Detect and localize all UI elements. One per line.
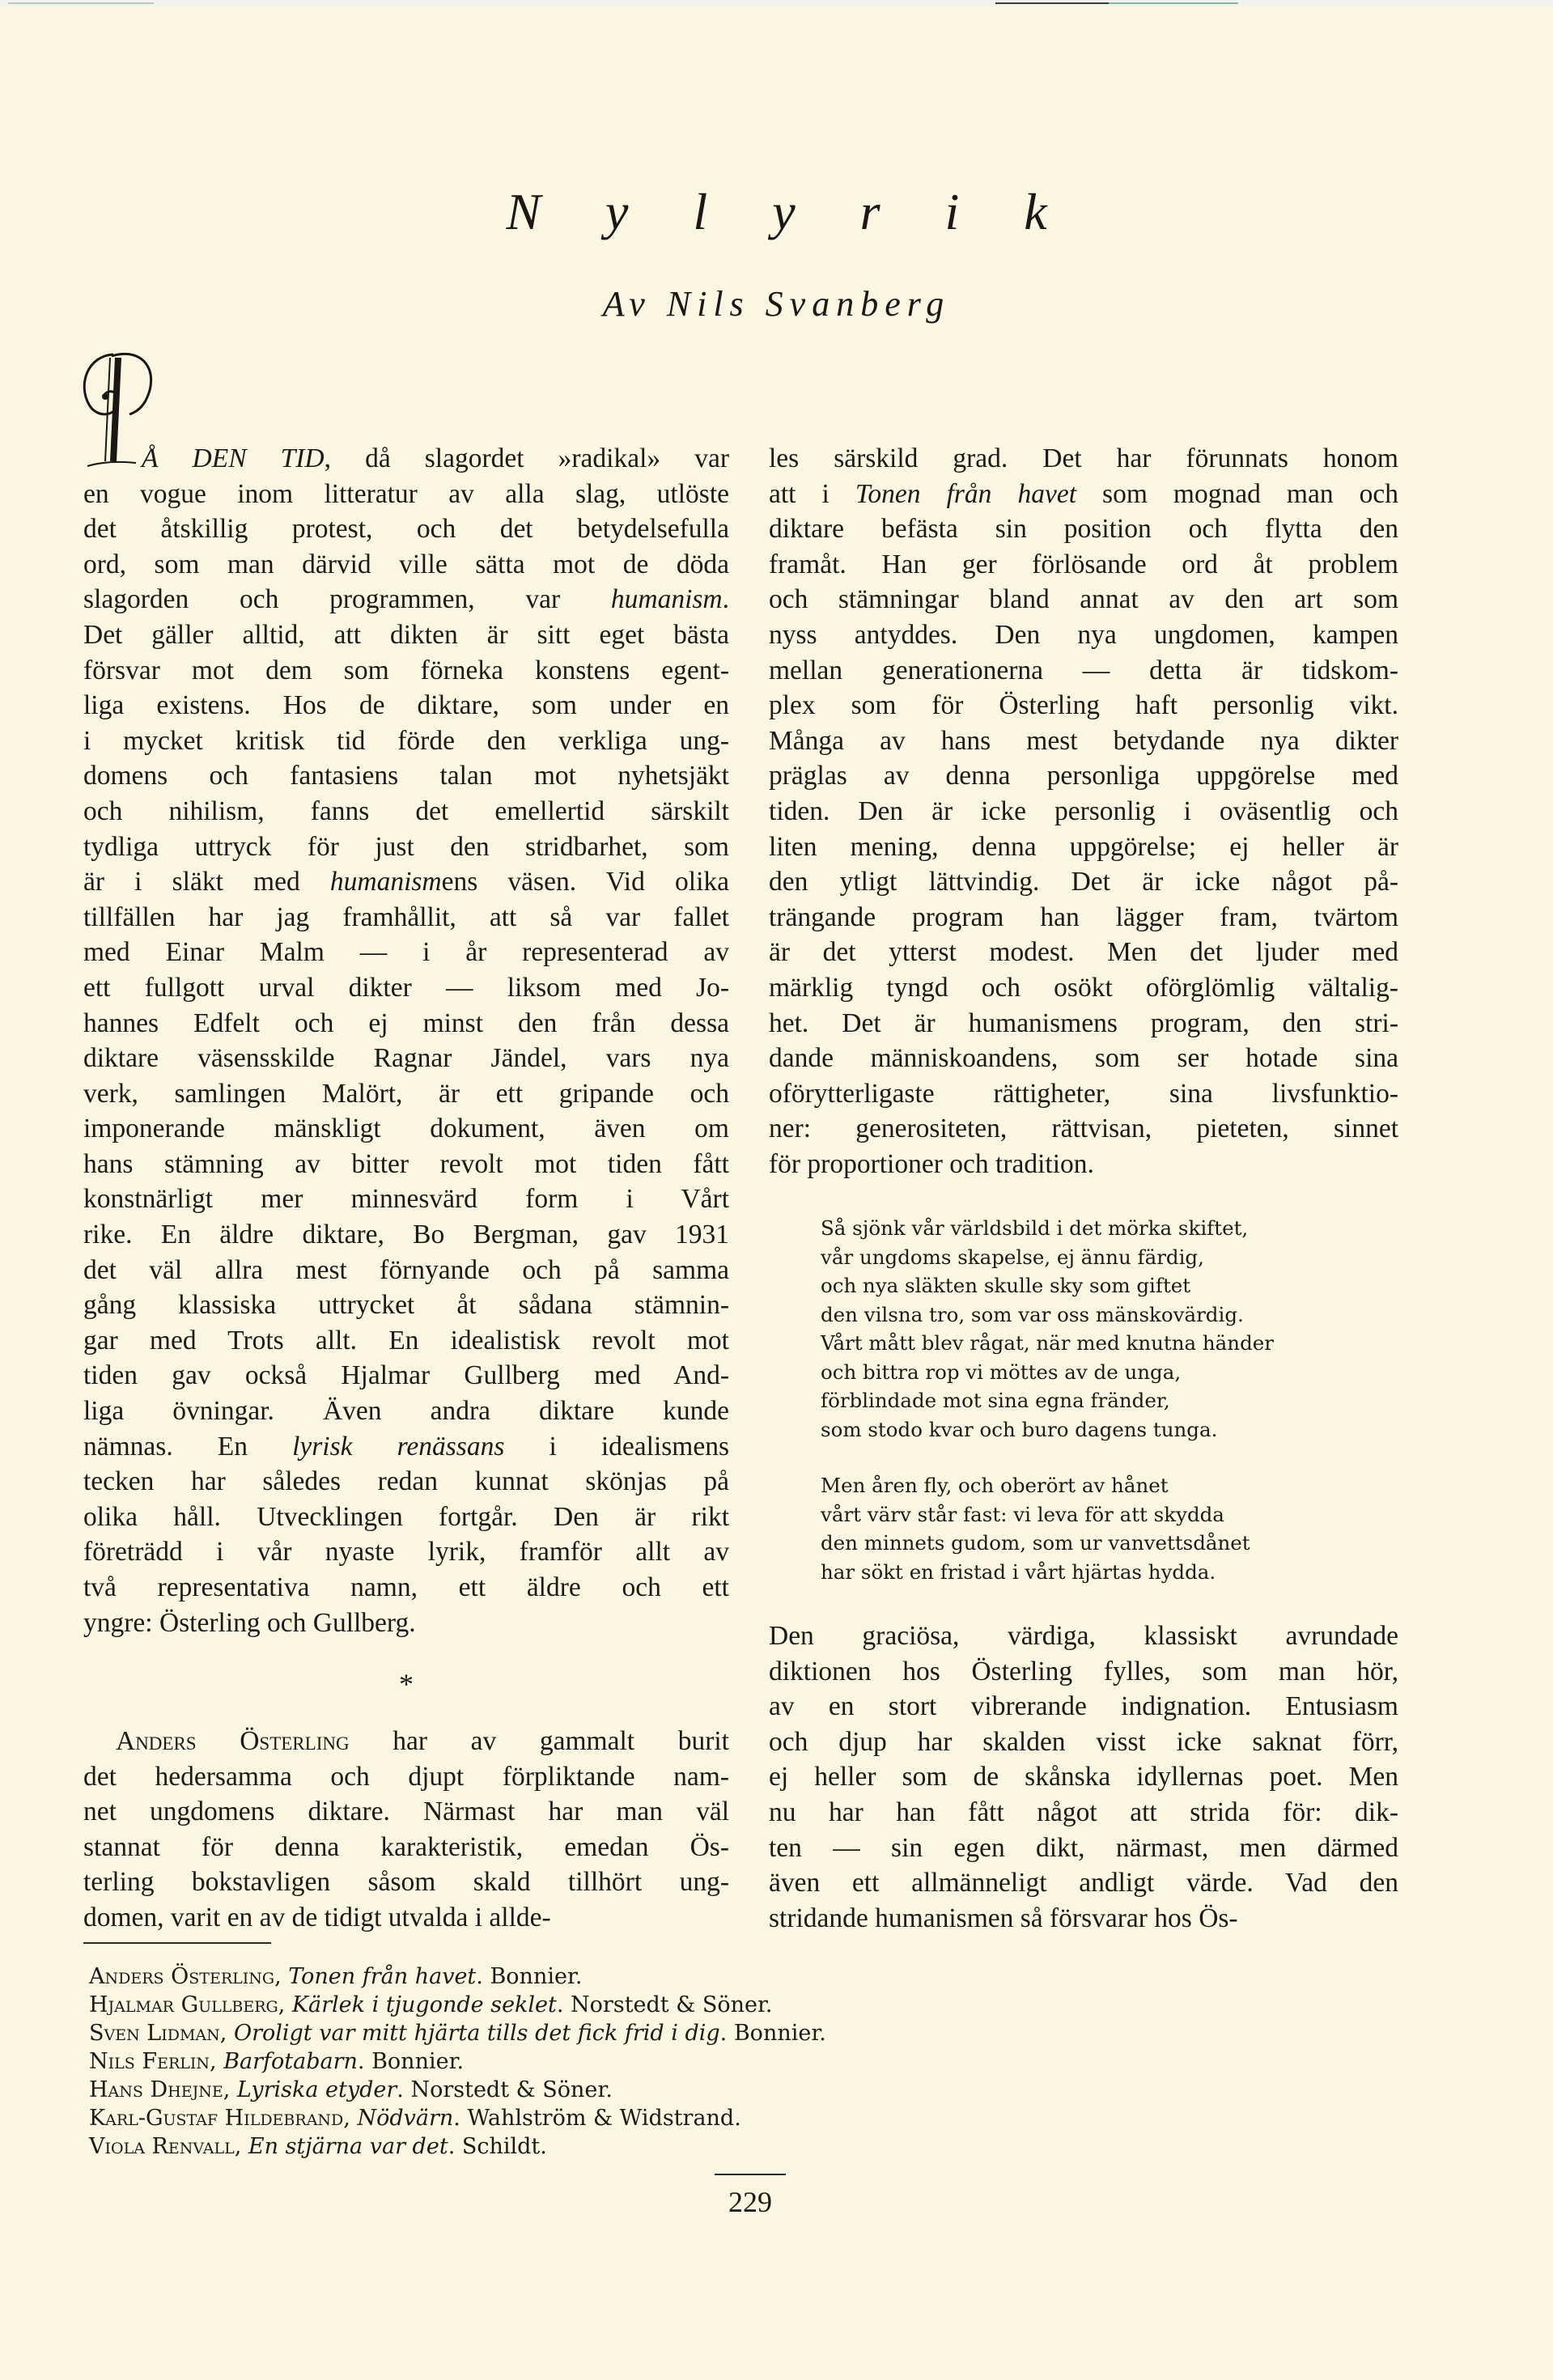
page-number-rule bbox=[715, 2174, 786, 2175]
reference-publisher: Bonnier. bbox=[490, 1964, 583, 1989]
body-line: les särskild grad. Det har förunnats honom bbox=[769, 443, 1398, 473]
reference-item: Anders Österling, Tonen från havet. Bonnier. bbox=[89, 1964, 583, 1989]
italic-text: Å DEN TID bbox=[142, 443, 325, 473]
body-line: är i släkt med humanismens väsen. Vid olika bbox=[83, 867, 730, 897]
body-line: Många av hans mest betydande nya dikter bbox=[769, 725, 1398, 756]
right-column-paragraph-2 bbox=[769, 1618, 1398, 1936]
body-line: nämnas. En lyrisk renässans i idealismens bbox=[83, 1431, 730, 1462]
italic-text: humanism bbox=[610, 584, 723, 615]
body-line: tiden gav också Hjalmar Gullberg med And- bbox=[83, 1360, 729, 1391]
poem-stanza-1 bbox=[821, 1214, 1274, 1444]
reference-item: Karl-Gustaf Hildebrand, Nödvärn. Wahlström & Widstrand. bbox=[89, 2106, 741, 2131]
body-line: Anders Österling har av gammalt burit bbox=[116, 1726, 729, 1756]
body-line: dande människoandens, som ser hotade sina bbox=[769, 1043, 1398, 1074]
body-line: försvar mot dem som förneka konstens egent- bbox=[83, 655, 729, 685]
body-line: tillfällen har jag framhållit, att så var fallet bbox=[83, 902, 729, 932]
body-line: och stämningar bland annat av den art som bbox=[769, 584, 1398, 615]
poem-line: vår ungdoms skapelse, ej ännu färdig, bbox=[821, 1245, 1204, 1269]
reference-title: Nödvärn bbox=[357, 2106, 454, 2131]
reference-publisher: Norstedt & Söner. bbox=[410, 2077, 613, 2102]
body-line: gar med Trots allt. En idealistisk revolt mot bbox=[83, 1325, 729, 1355]
body-line: Det gäller alltid, att dikten är sitt eget bästa bbox=[83, 619, 729, 650]
body-line: domens och fantasiens talan mot nyhetsjäkt bbox=[83, 761, 729, 791]
reference-author: Viola Renvall bbox=[89, 2134, 235, 2159]
body-line: med Einar Malm — i år representerad av bbox=[83, 937, 729, 968]
reference-author: Hans Dhejne bbox=[89, 2077, 223, 2102]
poem-line: Vårt mått blev rågat, när med knutna händer bbox=[821, 1331, 1274, 1355]
body-line: det väl allra mest förnyande och på samma bbox=[83, 1254, 729, 1285]
body-line: domen, varit en av de tidigt utvalda i allde- bbox=[83, 1902, 551, 1932]
reference-publisher: Wahlström & Widstrand. bbox=[467, 2106, 741, 2131]
poem-line: har sökt en fristad i vårt hjärtas hydda. bbox=[821, 1559, 1216, 1584]
body-line: mellan generationerna — detta är tidskom- bbox=[769, 655, 1398, 685]
body-line: rike. En äldre diktare, Bo Bergman, gav 1931 bbox=[83, 1220, 729, 1250]
body-line: plex som för Österling haft personlig vikt. bbox=[769, 690, 1398, 721]
reference-title: Oroligt var mitt hjärta tills det fick frid i dig bbox=[233, 2021, 720, 2046]
body-line: liga existens. Hos de diktare, som under en bbox=[83, 690, 729, 721]
right-column-paragraph-1 bbox=[769, 441, 1398, 1182]
article-byline: Av Nils Svanberg bbox=[602, 284, 951, 324]
body-line: ner: generositeten, rättvisan, pieteten, sinnet bbox=[769, 1114, 1398, 1144]
body-line: stridande humanismen så försvarar hos Ös- bbox=[769, 1903, 1238, 1933]
body-line: verk, samlingen Malört, är ett gripande och bbox=[83, 1078, 729, 1109]
italic-text: humanism bbox=[329, 867, 442, 897]
body-line: olika håll. Utvecklingen fortgår. Den är rikt bbox=[83, 1501, 729, 1532]
reference-item: Hjalmar Gullberg, Kärlek i tjugonde seklet. Norstedt & Söner. bbox=[89, 1992, 773, 2017]
body-line: konstnärligt mer minnesvärd form i Vårt bbox=[83, 1184, 729, 1215]
reference-item: Hans Dhejne, Lyriska etyder. Norstedt & Söner. bbox=[89, 2077, 613, 2102]
body-line: det hedersamma och djupt förpliktande nam- bbox=[83, 1761, 729, 1792]
poem-line: som stodo kvar och buro dagens tunga. bbox=[821, 1417, 1218, 1441]
scan-top-edge bbox=[0, 0, 1553, 6]
footnote-divider bbox=[83, 1942, 271, 1944]
section-divider: * bbox=[399, 1668, 414, 1700]
reference-author: Karl-Gustaf Hildebrand bbox=[89, 2106, 344, 2131]
body-line: terling bokstavligen såsom skald tillhört ung- bbox=[83, 1867, 729, 1898]
body-line: för proportioner och tradition. bbox=[769, 1148, 1094, 1179]
body-line: ej heller som de skånska idyllernas poet. Men bbox=[769, 1762, 1398, 1792]
poem-line: Så sjönk vår världsbild i det mörka skiftet, bbox=[821, 1216, 1249, 1240]
reference-publisher: Norstedt & Söner. bbox=[571, 1992, 773, 2017]
body-line: diktionen hos Österling fylles, som man hör, bbox=[769, 1656, 1398, 1686]
body-line: liten mening, denna uppgörelse; ej heller är bbox=[769, 831, 1398, 862]
body-line: är det ytterst modest. Men det ljuder med bbox=[769, 937, 1398, 968]
body-line: ord, som man därvid ville sätta mot de döda bbox=[83, 549, 729, 579]
italic-text: lyrisk renässans bbox=[292, 1431, 505, 1462]
reference-author: Sven Lidman bbox=[89, 2021, 220, 2046]
body-line: het. Det är humanismens program, den stri- bbox=[769, 1008, 1398, 1038]
poem-line: Men åren fly, och oberört av hånet bbox=[821, 1474, 1169, 1497]
body-line: diktare befästa sin position och flytta den bbox=[769, 514, 1398, 545]
body-line: tecken har således redan kunnat skönjas på bbox=[83, 1466, 729, 1497]
poem-line: den vilsna tro, som var oss mänskovärdig. bbox=[821, 1302, 1244, 1326]
body-line: gång klassiska uttrycket åt sådana stämnin- bbox=[83, 1290, 729, 1321]
reference-title: Kärlek i tjugonde seklet bbox=[291, 1992, 557, 2017]
body-line: diktare väsensskilde Ragnar Jändel, vars nya bbox=[83, 1043, 729, 1074]
reference-title: Tonen från havet bbox=[288, 1964, 477, 1989]
reference-publisher: Bonnier. bbox=[371, 2049, 465, 2074]
scan-artifact bbox=[995, 2, 1109, 4]
body-line: ett fullgott urval dikter — liksom med Jo- bbox=[83, 972, 729, 1003]
scan-artifact bbox=[1109, 2, 1238, 4]
reference-author: Hjalmar Gullberg bbox=[89, 1992, 278, 2017]
body-line: en vogue inom litteratur av alla slag, utlöste bbox=[83, 478, 729, 509]
body-line: och djup har skalden visst icke saknat förr, bbox=[769, 1726, 1398, 1757]
body-line: trängande program han lägger fram, tvärtom bbox=[769, 902, 1398, 932]
body-line: märklig tyngd och osökt oförglömlig vältalig- bbox=[769, 972, 1398, 1003]
body-line: två representativa namn, ett äldre och ett bbox=[83, 1572, 729, 1602]
body-line: och nihilism, fanns det emellertid särskilt bbox=[83, 795, 729, 826]
reference-author: Anders Österling bbox=[89, 1964, 275, 1989]
body-line: att i Tonen från havet som mognad man och bbox=[769, 478, 1398, 509]
reference-title: Lyriska etyder bbox=[236, 2077, 397, 2102]
body-line: nyss antyddes. Den nya ungdomen, kampen bbox=[769, 619, 1398, 650]
author-name: Anders Österling bbox=[116, 1726, 350, 1756]
body-line: i mycket kritisk tid förde den verkliga ung- bbox=[83, 725, 729, 756]
reference-item: Nils Ferlin, Barfotabarn. Bonnier. bbox=[89, 2049, 465, 2074]
body-line: framåt. Han ger förlösande ord åt problem bbox=[769, 549, 1398, 579]
body-line: yngre: Österling och Gullberg. bbox=[83, 1607, 416, 1638]
body-line: tydliga uttryck för just den stridbarhet, som bbox=[83, 831, 729, 862]
body-line: Den graciösa, värdiga, klassiskt avrundade bbox=[769, 1621, 1398, 1651]
body-line: oförytterligaste rättigheter, sina livsfunktio- bbox=[769, 1078, 1398, 1109]
scan-artifact bbox=[8, 2, 154, 4]
body-line: av en stort vibrerande indignation. Entusiasm bbox=[769, 1691, 1398, 1722]
reference-list bbox=[89, 1962, 826, 2161]
left-column-paragraph-1 bbox=[83, 441, 729, 1640]
body-line: liga övningar. Även andra diktare kunde bbox=[83, 1396, 729, 1427]
body-line: präglas av denna personliga uppgörelse med bbox=[769, 761, 1398, 791]
italic-text: Tonen från havet bbox=[855, 478, 1077, 509]
body-line: slagorden och programmen, var humanism. bbox=[83, 584, 729, 615]
poem-line: och nya släkten skulle sky som giftet bbox=[821, 1274, 1191, 1297]
page-number: 229 bbox=[728, 2186, 772, 2218]
body-line: ten — sin egen dikt, närmast, men därmed bbox=[769, 1832, 1398, 1863]
poem-line: vårt värv står fast: vi leva för att skydda bbox=[821, 1502, 1224, 1526]
reference-item: Viola Renvall, En stjärna var det. Schildt. bbox=[89, 2134, 547, 2159]
poem-line: den minnets gudom, som ur vanvettsdånet bbox=[821, 1531, 1250, 1555]
body-line: den ytligt lättvindig. Det är icke något på- bbox=[769, 867, 1398, 897]
body-line: Å DEN TID, då slagordet »radikal» var bbox=[142, 443, 729, 473]
article-title: N y l y r i k bbox=[506, 183, 1073, 240]
reference-author: Nils Ferlin bbox=[89, 2049, 210, 2074]
body-line: imponerande mänskligt dokument, även om bbox=[83, 1114, 729, 1144]
reference-title: Barfotabarn bbox=[223, 2049, 358, 2074]
body-line: stannat för denna karakteristik, emedan Ös- bbox=[83, 1831, 729, 1862]
reference-publisher: Schildt. bbox=[461, 2134, 547, 2159]
body-line: tiden. Den är icke personlig i oväsentlig och bbox=[769, 795, 1398, 826]
left-column-paragraph-2 bbox=[83, 1724, 729, 1936]
poem-stanza-2 bbox=[821, 1471, 1250, 1586]
reference-title: En stjärna var det bbox=[248, 2134, 448, 2159]
poem-line: förblindade mot sina egna fränder, bbox=[821, 1389, 1170, 1412]
reference-publisher: Bonnier. bbox=[733, 2021, 826, 2046]
body-line: företrädd i vår nyaste lyrik, framför allt av bbox=[83, 1537, 729, 1568]
reference-item: Sven Lidman, Oroligt var mitt hjärta tills det fick frid i dig. Bonnier. bbox=[89, 2021, 826, 2046]
body-line: även ett allmänneligt andligt värde. Vad den bbox=[769, 1868, 1398, 1898]
body-line: hannes Edfelt och ej minst den från dessa bbox=[83, 1008, 729, 1038]
body-line: hans stämning av bitter revolt mot tiden fått bbox=[83, 1148, 729, 1179]
poem-line: och bittra rop vi möttes av de unga, bbox=[821, 1360, 1182, 1384]
body-line: net ungdomens diktare. Närmast har man väl bbox=[83, 1797, 729, 1827]
body-line: nu har han fått något att strida för: dik- bbox=[769, 1797, 1398, 1827]
body-line: det åtskillig protest, och det betydelsefulla bbox=[83, 514, 729, 545]
